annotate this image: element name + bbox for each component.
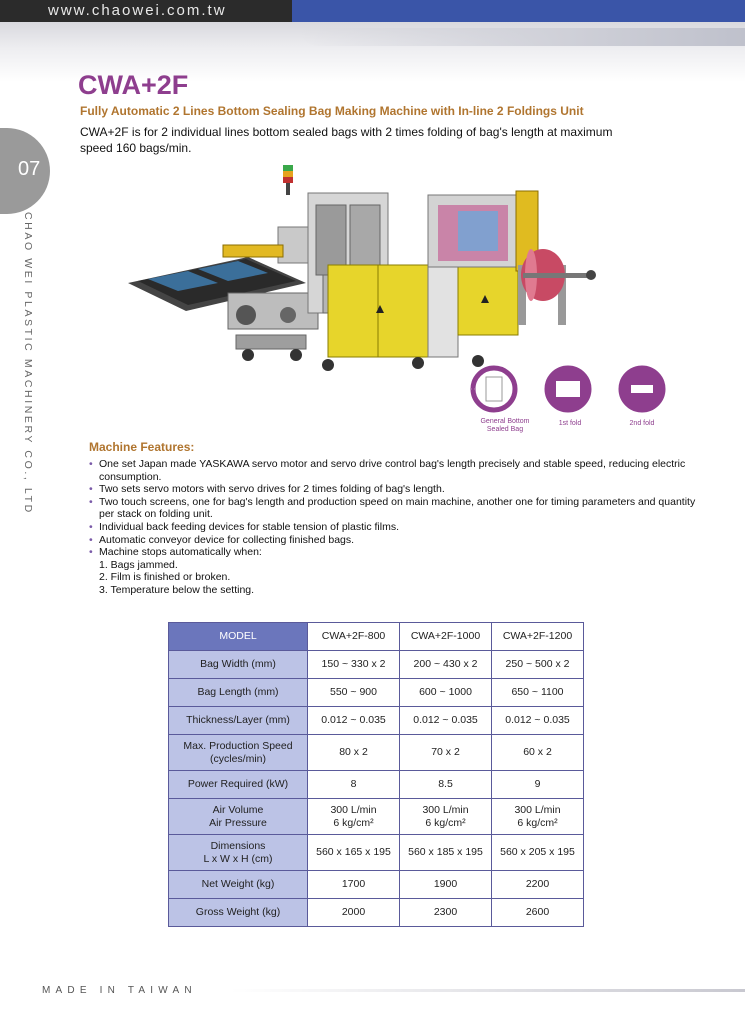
spec-value: 9 xyxy=(492,771,584,799)
feature-item: • Individual back feeding devices for stable tension of plastic films. xyxy=(89,520,399,533)
product-title: CWA+2F xyxy=(78,70,189,100)
spec-label: Thickness/Layer (mm) xyxy=(169,707,308,735)
spec-value: 650 ~ 1100 xyxy=(492,679,584,707)
spec-value: 300 L/min 6 kg/cm² xyxy=(492,799,584,835)
model-name: CWA+2F-800 xyxy=(308,623,400,651)
spec-row xyxy=(169,799,584,835)
spec-value: 200 ~ 430 x 2 xyxy=(400,651,492,679)
spec-value: 2000 xyxy=(308,899,400,927)
spec-row xyxy=(169,899,584,927)
spec-row xyxy=(169,771,584,799)
spec-label: Air Volume Air Pressure xyxy=(169,799,308,835)
header-swoosh-accent xyxy=(300,28,745,46)
spec-value: 8.5 xyxy=(400,771,492,799)
features-title: Machine Features: xyxy=(89,440,195,454)
spec-row xyxy=(169,835,584,871)
spec-value: 550 ~ 900 xyxy=(308,679,400,707)
spec-value: 150 ~ 330 x 2 xyxy=(308,651,400,679)
spec-value: 2200 xyxy=(492,871,584,899)
spec-value: 60 x 2 xyxy=(492,735,584,771)
spec-value: 0.012 ~ 0.035 xyxy=(308,707,400,735)
spec-value: 0.012 ~ 0.035 xyxy=(400,707,492,735)
spec-value: 2300 xyxy=(400,899,492,927)
spec-value: 8 xyxy=(308,771,400,799)
spec-label: Bag Width (mm) xyxy=(169,651,308,679)
spec-value: 300 L/min 6 kg/cm² xyxy=(400,799,492,835)
feature-item: • Two touch screens, one for bag's length and production speed on main machine, another one for timing parameters and quantity per stack on folding unit. xyxy=(89,495,696,521)
spec-value: 250 ~ 500 x 2 xyxy=(492,651,584,679)
spec-row xyxy=(169,651,584,679)
stop-condition: 2. Film is finished or broken. xyxy=(99,571,231,584)
caption-second-fold: 2nd fold xyxy=(629,420,655,427)
spec-label: Net Weight (kg) xyxy=(169,871,308,899)
feature-item: • Two sets servo motors with servo drives for 2 times folding of bag's length. xyxy=(89,483,445,496)
spec-value: 70 x 2 xyxy=(400,735,492,771)
machine-illustration xyxy=(128,165,598,375)
product-description: CWA+2F is for 2 individual lines bottom sealed bags with 2 times folding of bag's length at maximum speed 160 bags/min. xyxy=(80,125,613,155)
caption-bottom-sealed-bag: General Bottom Sealed Bag xyxy=(480,418,530,433)
spec-value: 560 x 165 x 195 xyxy=(308,835,400,871)
spec-value: 1900 xyxy=(400,871,492,899)
spec-value: 2600 xyxy=(492,899,584,927)
spec-value: 0.012 ~ 0.035 xyxy=(492,707,584,735)
stop-condition: 1. Bags jammed. xyxy=(99,558,178,571)
spec-value: 80 x 2 xyxy=(308,735,400,771)
feature-item: • One set Japan made YASKAWA servo motor and servo drive control bag's length precisely and stable speed, reducing electric consumption. xyxy=(89,458,686,483)
spec-row xyxy=(169,679,584,707)
spec-label: Max. Production Speed (cycles/min) xyxy=(169,735,308,771)
spec-label: Dimensions L x W x H (cm) xyxy=(169,835,308,871)
spec-label: Bag Length (mm) xyxy=(169,679,308,707)
spec-row xyxy=(169,871,584,899)
spec-header-row xyxy=(169,623,584,651)
company-side-text: CHAO WEI PLASTIC MACHINERY CO., LTD xyxy=(22,212,34,515)
feature-item: • Automatic conveyor device for collecting finished bags. xyxy=(89,533,355,546)
page-number: 07 xyxy=(18,158,41,180)
spec-row xyxy=(169,707,584,735)
spec-value: 600 ~ 1000 xyxy=(400,679,492,707)
spec-label: Power Required (kW) xyxy=(169,771,308,799)
spec-value: 300 L/min 6 kg/cm² xyxy=(308,799,400,835)
spec-label: Gross Weight (kg) xyxy=(169,899,308,927)
feature-item: • Machine stops automatically when: xyxy=(89,546,262,559)
spec-table xyxy=(168,622,584,927)
spec-value: 560 x 205 x 195 xyxy=(492,835,584,871)
made-in-taiwan: MADE IN TAIWAN xyxy=(42,985,197,996)
model-header: MODEL xyxy=(169,623,308,651)
spec-value: 1700 xyxy=(308,871,400,899)
caption-first-fold: 1st fold xyxy=(558,420,582,427)
spec-row xyxy=(169,735,584,771)
model-name: CWA+2F-1000 xyxy=(400,623,492,651)
stop-condition: 3. Temperature below the setting. xyxy=(99,583,255,596)
model-name: CWA+2F-1200 xyxy=(492,623,584,651)
website-url[interactable]: www.chaowei.com.tw xyxy=(48,2,227,19)
product-subtitle: Fully Automatic 2 Lines Bottom Sealing Bag Making Machine with In-line 2 Foldings Unit xyxy=(80,104,584,118)
spec-value: 560 x 185 x 195 xyxy=(400,835,492,871)
features-list xyxy=(89,458,709,597)
footer-line xyxy=(230,989,745,992)
